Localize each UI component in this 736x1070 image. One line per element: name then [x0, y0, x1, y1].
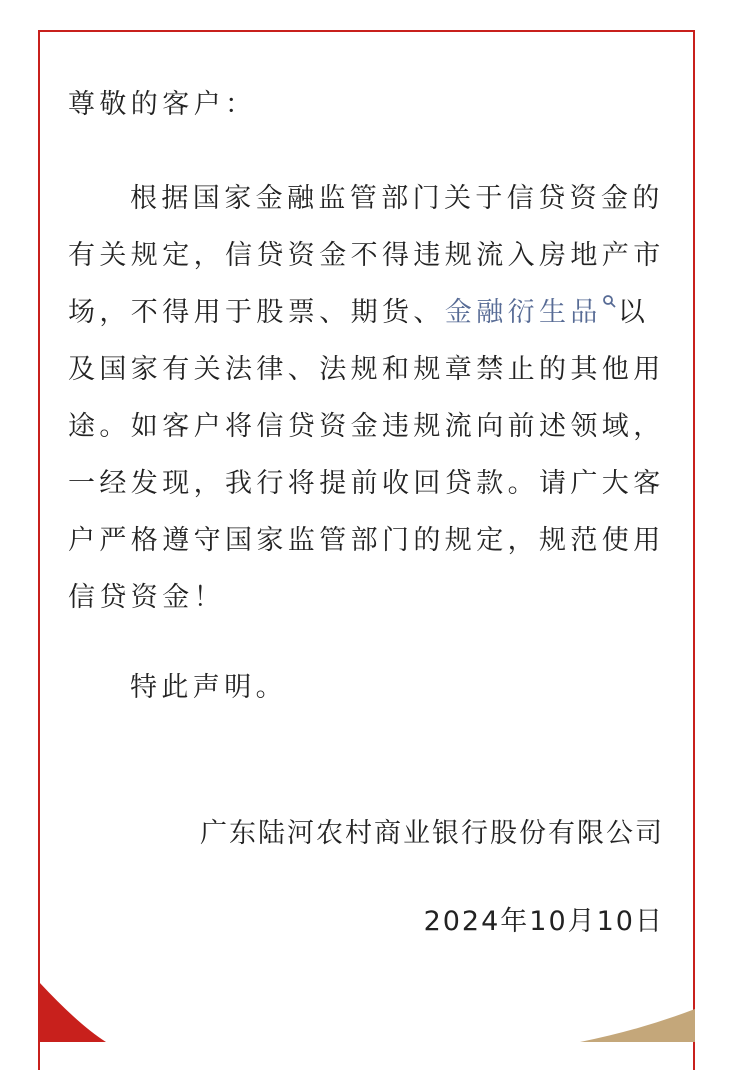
red-corner-decoration [39, 980, 119, 1042]
greeting: 尊敬的客户： [68, 89, 257, 120]
body-text: 以 [617, 297, 650, 328]
body-line: 信贷资金！ [68, 582, 225, 613]
closing-statement: 特此声明。 [130, 672, 287, 703]
signature: 广东陆河农村商业银行股份有限公司 [200, 818, 664, 849]
search-link-financial-derivatives[interactable]: 金融衍生品 [444, 297, 602, 328]
body-line: 根据国家金融监管部门关于信贷资金的 [130, 183, 664, 214]
body-line: 及国家有关法律、法规和规章禁止的其他用 [68, 354, 665, 385]
body-line: 途。如客户将信贷资金违规流向前述领域， [68, 411, 665, 442]
body-line: 一经发现，我行将提前收回贷款。请广大客 [68, 468, 665, 499]
body-line [68, 296, 649, 330]
gold-corner-decoration [580, 1005, 695, 1042]
date: 2024年10月10日 [423, 906, 664, 937]
body-line: 有关规定，信贷资金不得违规流入房地产市 [68, 240, 665, 271]
body-text: 场，不得用于股票、期货、 [68, 297, 445, 328]
body-line: 户严格遵守国家监管部门的规定，规范使用 [68, 525, 665, 556]
search-icon[interactable] [602, 296, 616, 316]
